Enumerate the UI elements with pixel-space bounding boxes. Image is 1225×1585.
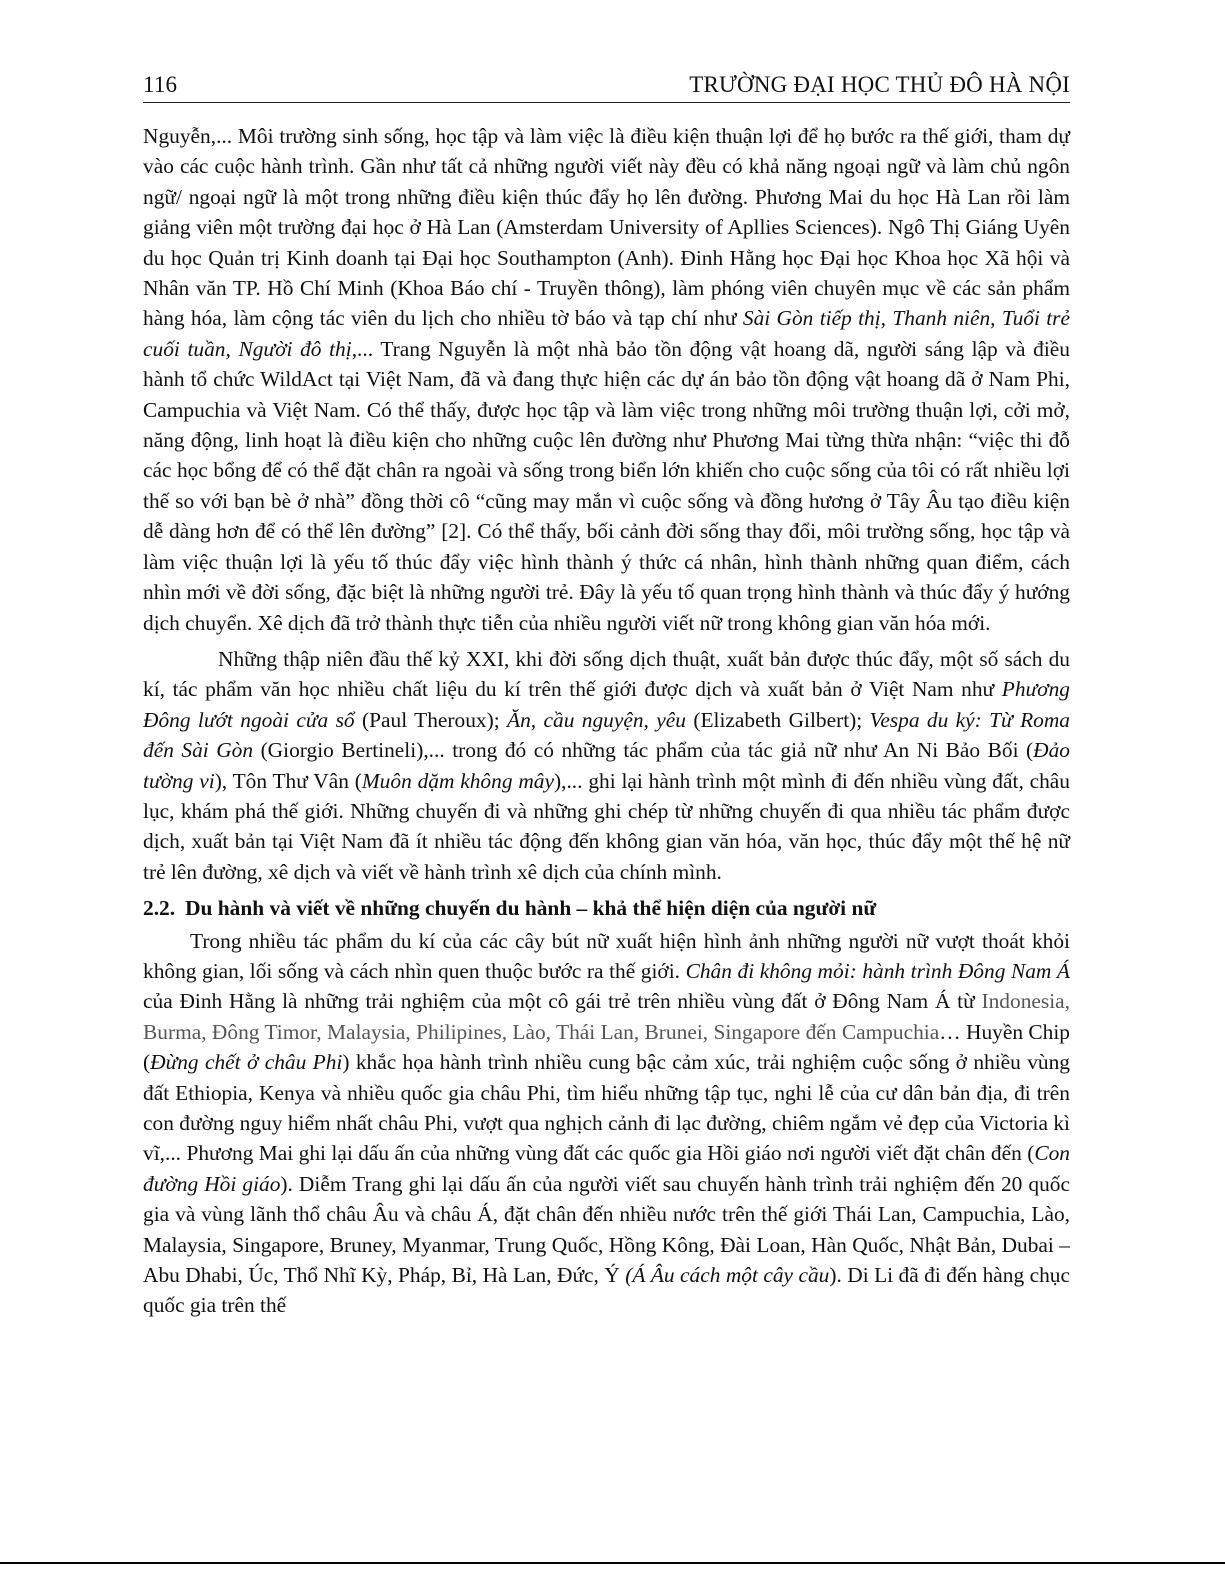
country-list: Indonesia, Burma, Đông Timor, Malaysia, Philipines, Lào, Thái Lan, Brunei, Singapore đến Campuchia <box>143 989 1070 1044</box>
italic-title: Chân đi không mỏi: hành trình Đông Nam Á <box>685 958 1070 983</box>
paragraph-3 <box>143 926 1070 1321</box>
italic-title: Vespa du ký: Từ Roma đến Sài Gòn <box>143 707 1070 763</box>
text-run: (Elizabeth Gilbert); <box>685 707 870 732</box>
section-title: Du hành và viết về những chuyến du hành – khả thể hiện diện của người nữ <box>185 896 877 921</box>
text-run: … Huyền Chip ( <box>143 1019 1071 1075</box>
text-run: (Giorgio Bertineli),... trong đó có những tác phẩm của tác giả nữ như An Ni Bảo Bối ( <box>253 738 1034 763</box>
italic-title: Đảo tường vi <box>143 738 1070 793</box>
italic-title: Muôn dặm không mây <box>361 768 554 793</box>
document-page <box>143 72 1070 1321</box>
text-run: ,... Trang Nguyễn là một nhà bảo tồn động vật hoang dã, người sáng lập và điều hành tổ chức WildAct tại Việt Nam, đã và đang thực hiện các dự án bảo tồn động vật hoang dã ở Nam Phi, Campuchia và Việt Nam. Có thể thấy, được học tập và làm việc trong những môi trường thuận lợi, cởi mở, năng động, linh hoạt là điều kiện cho những cuộc lên đường như Phương Mai từng thừa nhận: “việc thi đỗ các học bổng để có thể đặt chân ra ngoài và sống trong biển lớn khiến cho cuộc sống của tôi có rất nhiều lợi thế so với bạn bè ở nhà” đồng thời cô “cũng may mắn vì cuộc sống và đồng hương ở Tây Âu tạo điều kiện dễ dàng hơn để có thể lên đường” [2]. Có thể thấy, bối cảnh đời sống thay đổi, môi trường sống, học tập và làm việc thuận lợi là yếu tố thúc đẩy việc hình thành ý thức cá nhân, hình thành những quan điểm, cách nhìn mới về đời sống, đặc biệt là những người trẻ. Đây là yếu tố quan trọng hình thành và thúc đẩy ý hướng dịch chuyển. Xê dịch đã trở thành thực tiễn của nhiều người viết nữ trong không gian văn hóa mới. <box>143 336 1070 635</box>
text-run: Những thập niên đầu thế kỷ XXI, khi đời sống dịch thuật, xuất bản được thúc đẩy, một số sách du kí, tác phẩm văn học nhiều chất liệu du kí trên thế giới được dịch và xuất bản ở Việt Nam như <box>143 646 1070 702</box>
section-number: 2.2. <box>143 896 176 921</box>
text-run: ) khắc họa hành trình nhiều cung bậc cảm xúc, trải nghiệm cuộc sống ở nhiều vùng đất Ethiopia, Kenya và nhiều quốc gia châu Phi, tìm hiểu những tập tục, nghi lễ của cư dân bản địa, đi trên con đường nguy hiểm nhất châu Phi, vượt qua nghịch cảnh đi lạc đường, chiêm ngắm vẻ đẹp của Victoria kì vĩ,... Phương Mai ghi lại dấu ấn của những vùng đất các quốc gia Hồi giáo nơi người viết đặt chân đến ( <box>143 1050 1070 1166</box>
italic-title: Con đường Hồi giáo <box>143 1141 1070 1196</box>
italic-title: Sài Gòn tiếp thị, Thanh niên, Tuổi trẻ cuối tuần, Người đô thị <box>143 306 1070 361</box>
paragraph-1 <box>143 121 1070 638</box>
bottom-border <box>0 1562 1225 1564</box>
journal-name: TRƯỜNG ĐẠI HỌC THỦ ĐÔ HÀ NỘI <box>689 72 1070 97</box>
italic-title: Ăn, cầu nguyện, yêu <box>507 707 686 732</box>
text-run: ). Diễm Trang ghi lại dấu ấn của người viết sau chuyến hành trình trải nghiệm đến 20 quốc gia và vùng lãnh thổ châu Âu và châu Á, đặt chân đến nhiều nước trên thế giới Thái Lan, Campuchia, Lào, Malaysia, Singapore, Bruney, Myanmar, Trung Quốc, Hồng Kông, Đài Loan, Hàn Quốc, Nhật Bản, Dubai – Abu Dhabi, Úc, Thổ Nhĩ Kỳ, Pháp, Bỉ, Hà Lan, Đức, Ý <box>143 1171 1070 1288</box>
text-run: (Paul Theroux); <box>354 707 508 732</box>
paragraph-2 <box>143 644 1070 887</box>
text-run: Nguyễn,... Môi trường sinh sống, học tập và làm việc là điều kiện thuận lợi để họ bước ra thế giới, tham dự vào các cuộc hành trình. Gần như tất cả những người viết này đều có khả năng ngoại ngữ và làm chủ ngôn ngữ/ ngoại ngữ là một trong những điều kiện thúc đẩy họ lên đường. Phương Mai du học Hà Lan rồi làm giảng viên một trường đại học ở Hà Lan (Amsterdam University of Apllies Sciences). Ngô Thị Giáng Uyên du học Quản trị Kinh doanh tại Đại học Southampton (Anh). Đinh Hằng học Đại học Khoa học Xã hội và Nhân văn TP. Hồ Chí Minh (Khoa Báo chí - Truyền thông), làm phóng viên chuyên mục về các sản phẩm hàng hóa, làm cộng tác viên du lịch cho nhiều tờ báo và tạp chí như <box>143 124 1070 331</box>
italic-title: Đừng chết ở châu Phi <box>150 1050 343 1075</box>
text-run: của Đinh Hằng là những trải nghiệm của một cô gái trẻ trên nhiều vùng đất ở Đông Nam Á từ <box>143 989 982 1014</box>
article-body <box>143 121 1070 1321</box>
text-run: Trong nhiều tác phẩm du kí của các cây bút nữ xuất hiện hình ảnh những người nữ vượt thoát khỏi không gian, lối sống và cách nhìn quen thuộc bước ra thế giới. <box>143 928 1070 983</box>
page-number: 116 <box>143 72 178 97</box>
text-run: ). Di Li đã đi đến hàng chục quốc gia trên thế <box>143 1263 1070 1318</box>
text-run: ), Tôn Thư Vân ( <box>214 768 362 793</box>
running-header <box>143 72 1070 103</box>
section-heading <box>143 893 1070 923</box>
italic-title: Phương Đông lướt ngoài cửa sổ <box>143 677 1070 732</box>
italic-title: (Á Âu cách một cây cầu <box>625 1263 830 1288</box>
text-run: ),... ghi lại hành trình một mình đi đến nhiều vùng đất, châu lục, khám phá thế giới. Những chuyến đi và những ghi chép từ những chuyến đi qua nhiều tác phẩm được dịch, xuất bản tại Việt Nam đã ít nhiều tác động đến không gian văn hóa, văn học, thúc đẩy một thế hệ nữ trẻ lên đường, xê dịch và viết về hành trình xê dịch của chính mình. <box>143 768 1070 884</box>
